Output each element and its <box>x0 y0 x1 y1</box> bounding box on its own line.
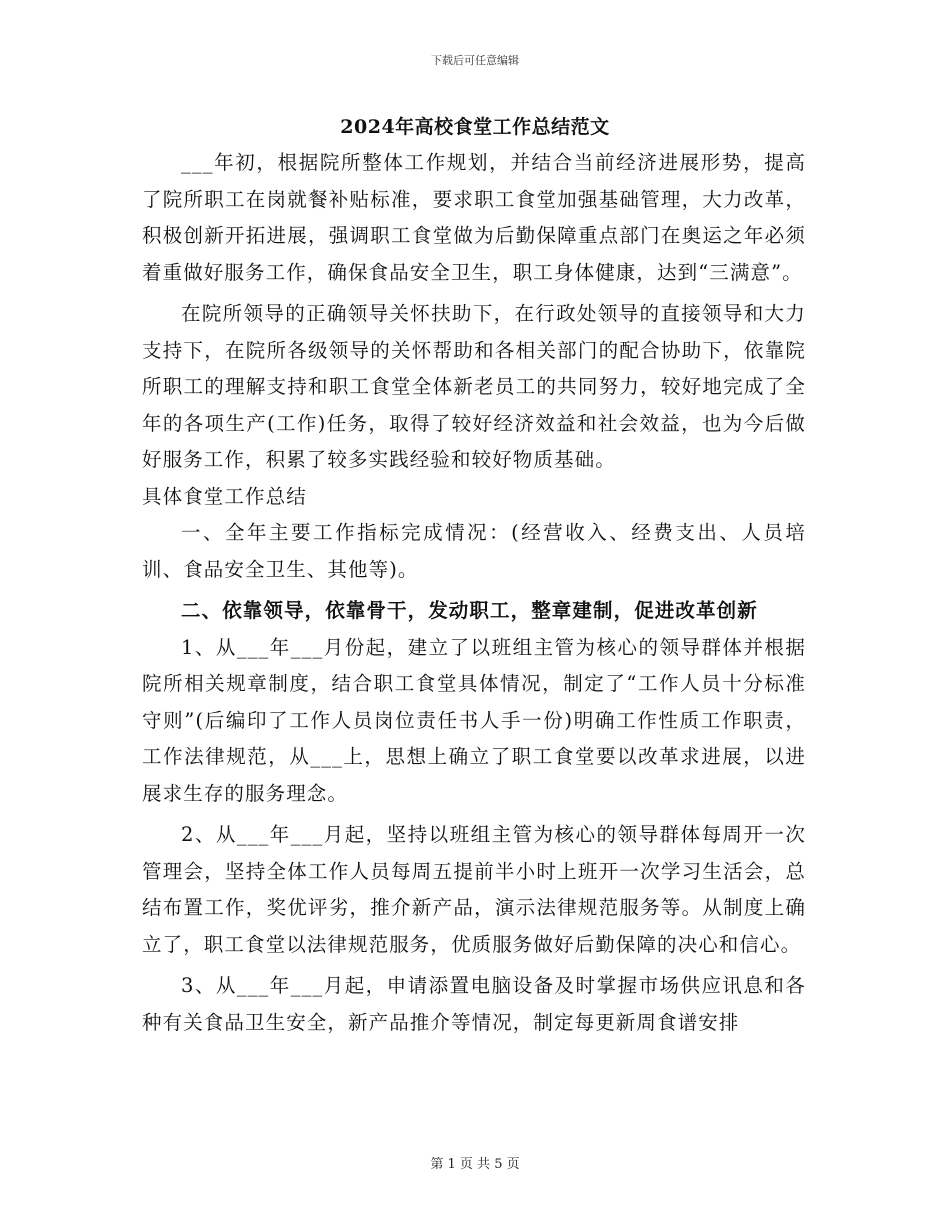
section-two-heading: 二、依靠领导，依靠骨干，发动职工，整章建制，促进改革创新 <box>181 599 758 622</box>
document-title: 2024年高校食堂工作总结范文 <box>340 116 610 138</box>
page-footer: 第 1 页 共 5 页 <box>430 1157 520 1172</box>
paragraph-intro: ___年初，根据院所整体工作规划，并结合当前经济进展形势，提高了院所职工在岗就餐补贴标准，要求职工食堂加强基础管理，大力改革，积极创新开拓进展，强调职工食堂做为后勤保障重点部门在奥运之年必须着重做好服务工作，确保食品安全卫生，职工身体健康，达到“三满意”。 <box>142 151 806 284</box>
paragraph-summary-heading: 具体食堂工作总结 <box>142 484 307 508</box>
document-body <box>142 145 806 1041</box>
paragraph-item-three: 3、从___年___月起，申请添置电脑设备及时掌握市场供应讯息和各种有关食品卫生安全，新产品推介等情况，制定每更新周食谱安排 <box>142 974 806 1034</box>
paragraph-item-two: 2、从___年___月起，坚持以班组主管为核心的领导群体每周开一次管理会，坚持全体工作人员每周五提前半小时上班开一次学习生活会，总结布置工作，奖优评劣，推介新产品，演示法律规范服务等。从制度上确立了，职工食堂以法律规范服务，优质服务做好后勤保障的决心和信心。 <box>142 823 806 956</box>
paragraph-section-one: 一、全年主要工作指标完成情况：(经营收入、经费支出、人员培训、食品安全卫生、其他等)。 <box>142 521 806 581</box>
paragraph-item-one: 1、从___年___月份起，建立了以班组主管为核心的领导群体并根据院所相关规章制度，结合职工食堂具体情况，制定了“工作人员十分标准守则”(后编印了工作人员岗位责任书人手一份)明确工作性质工作职责，工作法律规范，从___上，思想上确立了职工食堂要以改革求进展，以进展求生存的服务理念。 <box>142 635 806 805</box>
paragraph-support: 在院所领导的正确领导关怀扶助下，在行政处领导的直接领导和大力支持下，在院所各级领导的关怀帮助和各相关部门的配合协助下，依靠院所职工的理解支持和职工食堂全体新老员工的共同努力，较好地完成了全年的各项生产(工作)任务，取得了较好经济效益和社会效益，也为今后做好服务工作，积累了较多实践经验和较好物质基础。 <box>142 302 806 471</box>
page-header: 下载后可任意编辑 <box>431 54 519 67</box>
